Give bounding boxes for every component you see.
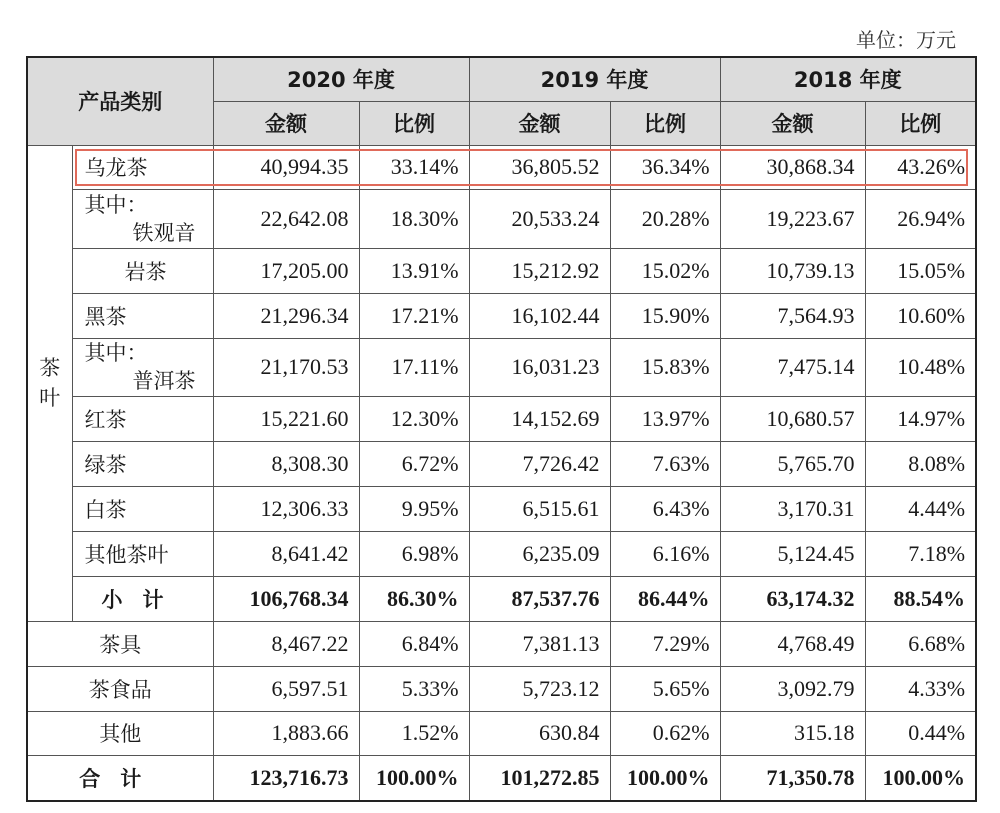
header-year-2019: 2019 年度 [469,57,720,101]
total-label: 合计 [27,756,213,801]
category-cell: 绿茶 [72,441,213,486]
amount-cell: 14,152.69 [469,396,610,441]
ratio-cell: 6.98% [359,531,469,576]
category-cell: 其他 [27,711,213,756]
ratio-cell: 12.30% [359,396,469,441]
ratio-cell: 17.21% [359,293,469,338]
table-row [27,666,976,711]
amount-cell: 4,768.49 [720,621,865,666]
subtotal-label: 小计 [72,576,213,621]
amount-cell: 22,642.08 [213,190,359,248]
table-row [27,293,976,338]
ratio-cell: 4.44% [865,486,976,531]
amount-cell: 630.84 [469,711,610,756]
ratio-cell: 86.44% [610,576,720,621]
amount-cell: 20,533.24 [469,190,610,248]
ratio-cell: 9.95% [359,486,469,531]
amount-cell: 6,515.61 [469,486,610,531]
header-ratio: 比例 [359,101,469,145]
ratio-cell: 10.60% [865,293,976,338]
header-category: 产品类别 [27,57,213,145]
ratio-cell: 5.65% [610,666,720,711]
ratio-cell: 15.05% [865,248,976,293]
ratio-cell: 6.84% [359,621,469,666]
header-year-2020: 2020 年度 [213,57,469,101]
category-sub-label: 普洱茶 [132,369,196,394]
amount-cell: 87,537.76 [469,576,610,621]
table-row [27,621,976,666]
amount-cell: 16,102.44 [469,293,610,338]
ratio-cell: 33.14% [359,145,469,190]
ratio-cell: 6.68% [865,621,976,666]
ratio-cell: 0.44% [865,711,976,756]
header-amount: 金额 [213,101,359,145]
tea-group-char: 茶 [39,356,61,381]
category-cell: 茶具 [27,621,213,666]
amount-cell: 1,883.66 [213,711,359,756]
header-ratio: 比例 [610,101,720,145]
header-year-2018: 2018 年度 [720,57,976,101]
table-row [27,248,976,293]
amount-cell: 5,765.70 [720,441,865,486]
ratio-cell: 13.97% [610,396,720,441]
ratio-cell: 5.33% [359,666,469,711]
ratio-cell: 86.30% [359,576,469,621]
sales-table [26,56,977,802]
amount-cell: 8,467.22 [213,621,359,666]
amount-cell: 30,868.34 [720,145,865,190]
category-cell: 乌龙茶 [72,145,213,190]
amount-cell: 3,092.79 [720,666,865,711]
category-cell [72,190,213,248]
ratio-cell: 0.62% [610,711,720,756]
ratio-cell: 15.02% [610,248,720,293]
amount-cell: 63,174.32 [720,576,865,621]
ratio-cell: 15.83% [610,338,720,396]
ratio-cell: 15.90% [610,293,720,338]
ratio-cell: 4.33% [865,666,976,711]
amount-cell: 17,205.00 [213,248,359,293]
ratio-cell: 7.63% [610,441,720,486]
ratio-cell: 6.43% [610,486,720,531]
amount-cell: 21,170.53 [213,338,359,396]
table-row [27,396,976,441]
ratio-cell: 8.08% [865,441,976,486]
table-row [27,486,976,531]
ratio-cell: 100.00% [865,756,976,801]
amount-cell: 10,680.57 [720,396,865,441]
amount-cell: 7,726.42 [469,441,610,486]
amount-cell: 15,212.92 [469,248,610,293]
ratio-cell: 36.34% [610,145,720,190]
category-cell: 红茶 [72,396,213,441]
ratio-cell: 7.29% [610,621,720,666]
category-cell: 岩茶 [72,248,213,293]
unit-label: 单位：万元 [856,28,956,52]
amount-cell: 16,031.23 [469,338,610,396]
header-ratio: 比例 [865,101,976,145]
ratio-cell: 14.97% [865,396,976,441]
table-row [27,441,976,486]
ratio-cell: 100.00% [610,756,720,801]
amount-cell: 8,641.42 [213,531,359,576]
amount-cell: 6,235.09 [469,531,610,576]
amount-cell: 315.18 [720,711,865,756]
amount-cell: 15,221.60 [213,396,359,441]
amount-cell: 19,223.67 [720,190,865,248]
table-row [27,190,976,248]
amount-cell: 7,564.93 [720,293,865,338]
amount-cell: 21,296.34 [213,293,359,338]
category-cell: 白茶 [72,486,213,531]
category-cell: 其他茶叶 [72,531,213,576]
ratio-cell: 6.72% [359,441,469,486]
category-prefix: 其中： [84,193,148,218]
header-amount: 金额 [469,101,610,145]
table-row [27,711,976,756]
ratio-cell: 10.48% [865,338,976,396]
ratio-cell: 6.16% [610,531,720,576]
ratio-cell: 100.00% [359,756,469,801]
amount-cell: 10,739.13 [720,248,865,293]
table-row [27,338,976,396]
table-row [27,531,976,576]
ratio-cell: 13.91% [359,248,469,293]
total-row [27,756,976,801]
amount-cell: 7,475.14 [720,338,865,396]
category-cell: 茶食品 [27,666,213,711]
amount-cell: 40,994.35 [213,145,359,190]
amount-cell: 106,768.34 [213,576,359,621]
ratio-cell: 7.18% [865,531,976,576]
ratio-cell: 20.28% [610,190,720,248]
category-cell [72,338,213,396]
amount-cell: 6,597.51 [213,666,359,711]
amount-cell: 71,350.78 [720,756,865,801]
header-amount: 金额 [720,101,865,145]
amount-cell: 8,308.30 [213,441,359,486]
subtotal-row [27,576,976,621]
amount-cell: 5,723.12 [469,666,610,711]
amount-cell: 12,306.33 [213,486,359,531]
ratio-cell: 43.26% [865,145,976,190]
amount-cell: 3,170.31 [720,486,865,531]
table-row [27,145,976,190]
ratio-cell: 88.54% [865,576,976,621]
category-cell: 黑茶 [72,293,213,338]
ratio-cell: 18.30% [359,190,469,248]
amount-cell: 101,272.85 [469,756,610,801]
amount-cell: 5,124.45 [720,531,865,576]
category-prefix: 其中： [84,341,148,366]
amount-cell: 7,381.13 [469,621,610,666]
category-sub-label: 铁观音 [132,221,196,246]
tea-group-label [27,145,72,621]
amount-cell: 36,805.52 [469,145,610,190]
ratio-cell: 1.52% [359,711,469,756]
amount-cell: 123,716.73 [213,756,359,801]
ratio-cell: 26.94% [865,190,976,248]
tea-group-char: 叶 [39,386,61,411]
ratio-cell: 17.11% [359,338,469,396]
